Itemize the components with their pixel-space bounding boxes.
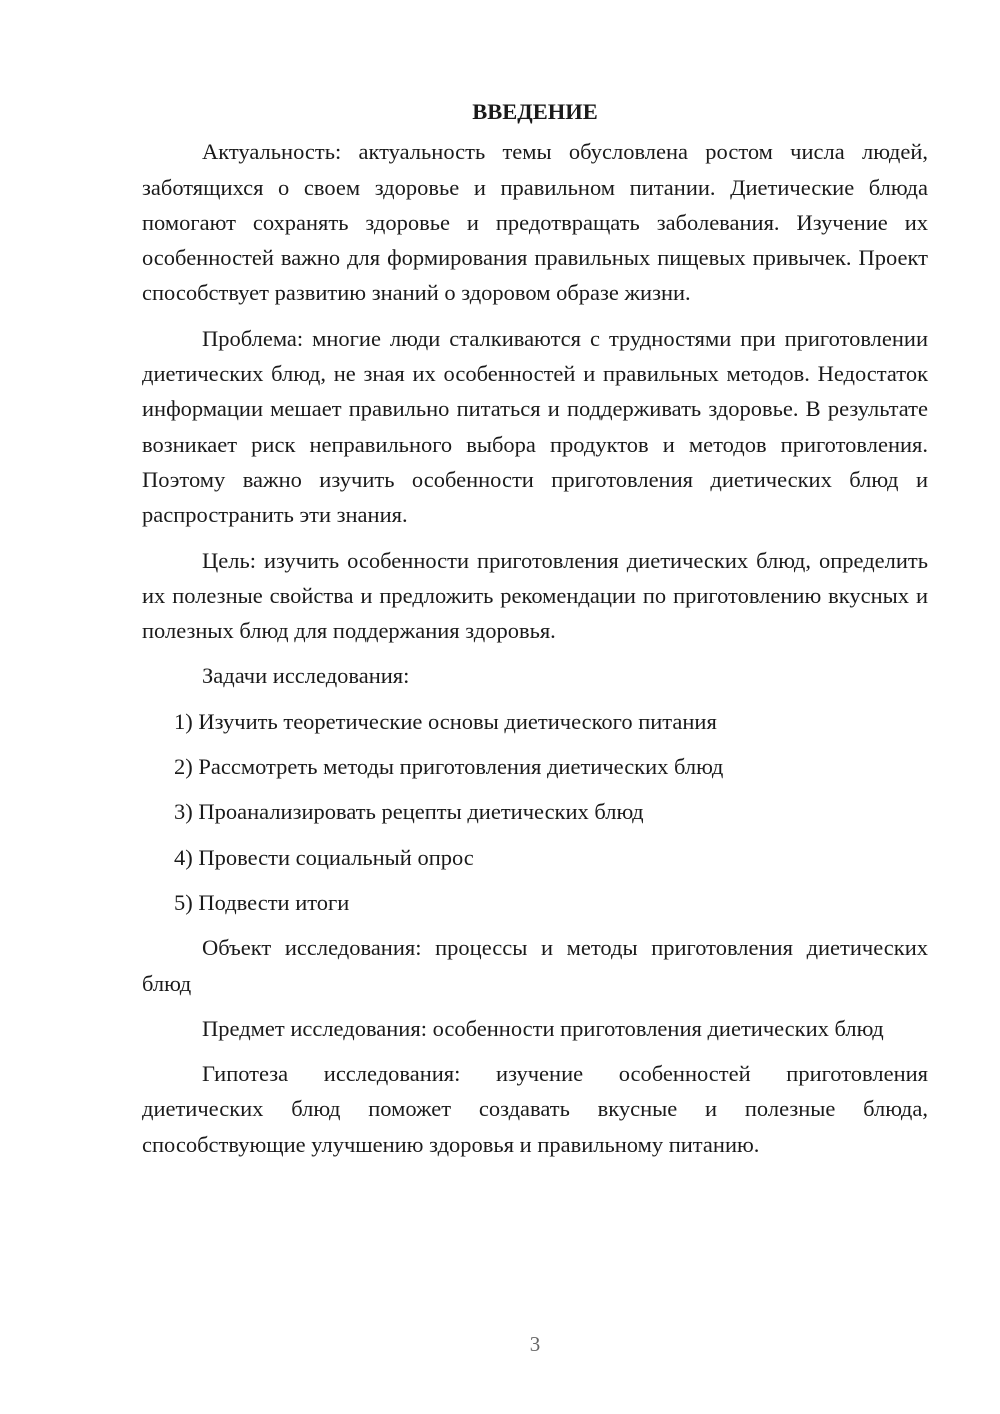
object-paragraph: Объект исследования: процессы и методы приготовления диетических блюд bbox=[142, 935, 928, 996]
subject-paragraph: Предмет исследования: особенности приготовления диетических блюд bbox=[202, 1015, 884, 1041]
document-page bbox=[142, 94, 928, 1172]
goal-paragraph: Цель: изучить особенности приготовления диетических блюд, определить их полезные свойства и предложить рекомендации по приготовлению вкусных и полезных блюд для поддержания здоровья. bbox=[142, 547, 928, 644]
task-item: 1) Изучить теоретические основы диетического питания bbox=[174, 708, 717, 734]
task-item: 3) Проанализировать рецепты диетических блюд bbox=[174, 799, 644, 825]
task-item: 5) Подвести итоги bbox=[174, 889, 350, 915]
problem-paragraph: Проблема: многие люди сталкиваются с трудностями при приготовлении диетических блюд, не зная их особенностей и правильных методов. Недостаток информации мешает правильно питаться и поддерживать здоровье. В результате возникает риск неправильного выбора продуктов и методов приготовления. Поэтому важно изучить особенности приготовления диетических блюд и распространить эти знания. bbox=[142, 325, 928, 528]
page-number: 3 bbox=[529, 1332, 541, 1356]
hypothesis-paragraph: Гипотеза исследования: изучение особенностей приготовления диетических блюд поможет создавать вкусные и полезные блюда, способствующие улучшению здоровья и правильному питанию. bbox=[142, 1061, 928, 1157]
tasks-title: Задачи исследования: bbox=[202, 663, 410, 689]
task-item: 2) Рассмотреть методы приготовления диетических блюд bbox=[174, 754, 724, 780]
relevance-paragraph: Актуальность: актуальность темы обусловлена ростом числа людей, заботящихся о своем здоровье и правильном питании. Диетические блюда помогают сохранять здоровье и предотвращать заболевания. Изучение их особенностей важно для формирования правильных пищевых привычек. Проект способствует развитию знаний о здоровом образе жизни. bbox=[142, 139, 928, 306]
task-item: 4) Провести социальный опрос bbox=[174, 844, 474, 870]
tasks-list bbox=[142, 704, 928, 920]
page-title: ВВЕДЕНИЕ bbox=[472, 99, 598, 124]
